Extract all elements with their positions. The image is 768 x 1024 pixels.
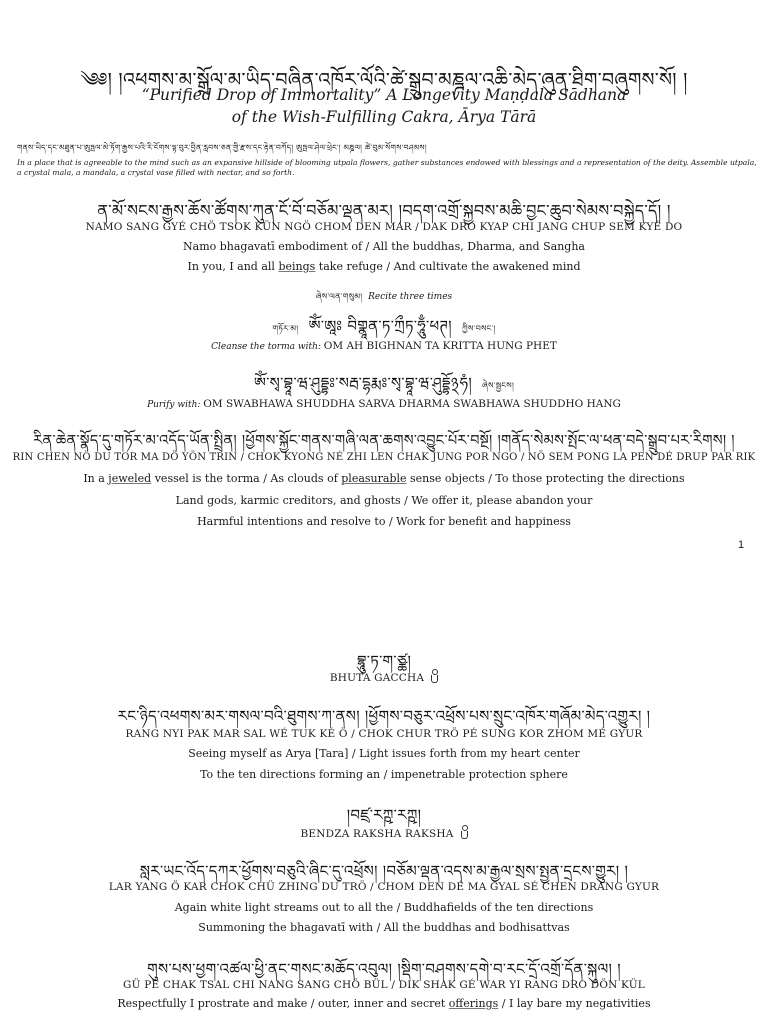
bhuta-tibetan: བྷཱུ་ཏ་ག་ཙྪ། xyxy=(356,652,412,670)
invite-english-2: Summoning the bhagavatī with / All the buddhas and bodhisattvas xyxy=(198,921,570,934)
torma-english-1: In a jeweled vessel is the torma / As clouds of pleasurable sense objects / To those protecting the directions xyxy=(83,472,685,485)
torma-english-3: Harmful intentions and resolve to / Work for benefit and happiness xyxy=(197,515,571,528)
torma-english-2: Land gods, karmic creditors, and ghosts / We offer it, please abandon your xyxy=(175,494,593,507)
invite-tibetan: སླར་ཡང་འོད་དཀར་ཕྱོགས་བཅུའི་ཞིང་དུ་འཕྲོས། །བཅོམ་ལྡན་འདས་མ་རྒྱལ་སྲས་སྤྱན་དྲངས་གྱུར། ། xyxy=(139,862,629,880)
title-english-line2: of the Wish-Fulfilling Cakra, Ārya Tārā xyxy=(231,108,537,126)
instructions-english: In a place that is agreeable to the mind such as an expansive hillside of blooming utpala flowers, gather substances endowed with blessings and a representation of the deity. Assemble utpala, a crystal mala, a mandala, a crystal vase filled with nectar, and so forth. xyxy=(17,158,757,177)
refuge-english-2: In you, I and all beings take refuge / And cultivate the awakened mind xyxy=(187,260,581,273)
prostrate-roman: GÜ PÉ CHAK TSAL CHI NANG SANG CHÖ BÜL / DIK SHAK GÉ WAR YI RANG DRO DÖN KÜL xyxy=(123,979,645,991)
prostrate-english: Respectfully I prostrate and make / outer, inner and secret offerings / I lay bare my negativities xyxy=(117,997,651,1010)
refuge-english-1: Namo bhagavatī embodiment of / All the buddhas, Dharma, and Sangha xyxy=(183,240,585,253)
title-english-line1: “Purified Drop of Immortality” A Longevity Maṇḍala Sādhana xyxy=(141,86,627,104)
bhuta-roman: BHUTA GACCHA xyxy=(0,669,768,684)
refuge-roman: NAMO SANG GYÉ CHÖ TSOK KÜN NGÖ CHOM DEN MAR / DAK DRO KYAP CHI JANG CHUP SEM KYÉ DO xyxy=(85,221,683,233)
cleanse-tibetan: གཏོར་མ། ཨོཾ་ཨཱཿ བིགྣཱན་ཏ་ཀྲྀཏ་ཧཱུྃ་ཕཊ། ཀྱིས་བསང་། xyxy=(272,317,496,335)
hand-gesture-icon xyxy=(460,825,468,839)
purify-tibetan: ཨོཾ་སྭ་བྷཱ་ཝ་ཤུདྡྷཿ་སརྦ་དྷརྨཿ་སྭ་བྷཱ་ཝ་ཤུདྡྷོ྅ཧཾ། ཞེས་སྦྱངས། xyxy=(253,374,515,392)
torma-roman: RIN CHEN NÖ DU TOR MA DÖ YÖN TRIN / CHOK KYONG NÉ ZHI LEN CHAK JUNG POR NGO / NÖ SEM PONG LA PEN DÉ DRUP PAR RIK xyxy=(12,452,756,463)
bendza-tibetan: །བཛྲ་རཀྵ་རཀྵ། xyxy=(346,806,422,824)
bendza-roman: BENDZA RAKSHA RAKSHA xyxy=(0,825,768,840)
prostrate-tibetan: གུས་པས་ཕྱག་འཚལ་ཕྱི་ནང་གསང་མཆོད་འབུལ། །སྡིག་བཤགས་དགེ་བ་རང་དྲོ་འགྲོ་དོན་སྐུལ། ། xyxy=(147,960,621,978)
hand-gesture-icon xyxy=(430,669,438,683)
visualize-english-2: To the ten directions forming an / impenetrable protection sphere xyxy=(200,768,568,781)
visualize-english-1: Seeing myself as Arya [Tara] / Light issues forth from my heart center xyxy=(188,747,580,760)
page-number: 1 xyxy=(738,539,745,551)
instructions-tibetan: གནས་ཡིད་དང་མཐུན་པ་ཨུཏྤལ་མེ་ཏོག་རྒྱས་པའི་རི་ངོགས་ལྟ་བུར་བྱིན་རླབས་ཅན་གྱི་རྫས་དང་རྟེན་བཀོད། ཨུཏྤལ་ཤེལ་ཕྲེང་། མཎྜལ། ཚེ་བུམ་སོགས་བཤམས། xyxy=(17,143,427,152)
torma-tibetan: རིན་ཆེན་སྣོད་དུ་གཏོར་མ་འདོད་ཡོན་སྤྲིན། །ཕྱོགས་སྐྱོང་གནས་གཞི་ལན་ཆགས་འབྱུང་པོར་བསྔོ། །གནོད་སེམས་སྤོང་ལ་ཕན་བདེ་སྒྲུབ་པར་རིགས། ། xyxy=(33,433,735,449)
cleanse-english: Cleanse the torma with: OM AH BIGHNAN TA KRITTA HUNG PHET xyxy=(211,340,557,352)
visualize-roman: RANG NYI PAK MAR SAL WÉ TUK KÉ Ö / CHOK CHUR TRÖ PÉ SUNG KOR ZHOM MÉ GYUR xyxy=(125,728,643,740)
invite-roman: LAR YANG Ö KAR CHOK CHÜ ZHING DU TRÖ / CHOM DEN DÉ MA GYAL SÉ CHEN DRANG GYUR xyxy=(108,881,660,893)
invite-english-1: Again white light streams out to all the / Buddhafields of the ten directions xyxy=(174,901,594,914)
purify-english: Purify with: OM SWABHAWA SHUDDHA SARVA DHARMA SWABHAWA SHUDDHO HANG xyxy=(147,398,621,410)
visualize-tibetan: རང་ཉིད་འཕགས་མར་གསལ་བའི་ཐུགས་ཀ་ནས། །ཕྱོགས་བཅུར་འཕྲོས་པས་སྲུང་འཁོར་གཞོམ་མེད་འགྱུར། ། xyxy=(117,707,651,725)
title-tibetan: ༄༅། །འཕགས་མ་སྒྲོལ་མ་ཡིད་བཞིན་འཁོར་ལོའི་ཚེ་སྒྲུབ་མཎྜལ་འཆི་མེད་ཞུན་ཐིག་བཞུགས་སོ། ། xyxy=(80,69,688,91)
refuge-tibetan: ན་མོ་སངས་རྒྱས་ཆོས་ཚོགས་ཀུན་ངོ་བོ་བཅོམ་ལྡན་མར། །བདག་འགྲོ་སྐྱབས་མཆི་བྱང་ཆུབ་སེམས་བསྐྱེད་དོ། ། xyxy=(97,201,671,220)
recite-note: ཞེས་ལན་གསུམ། Recite three times xyxy=(315,292,453,302)
